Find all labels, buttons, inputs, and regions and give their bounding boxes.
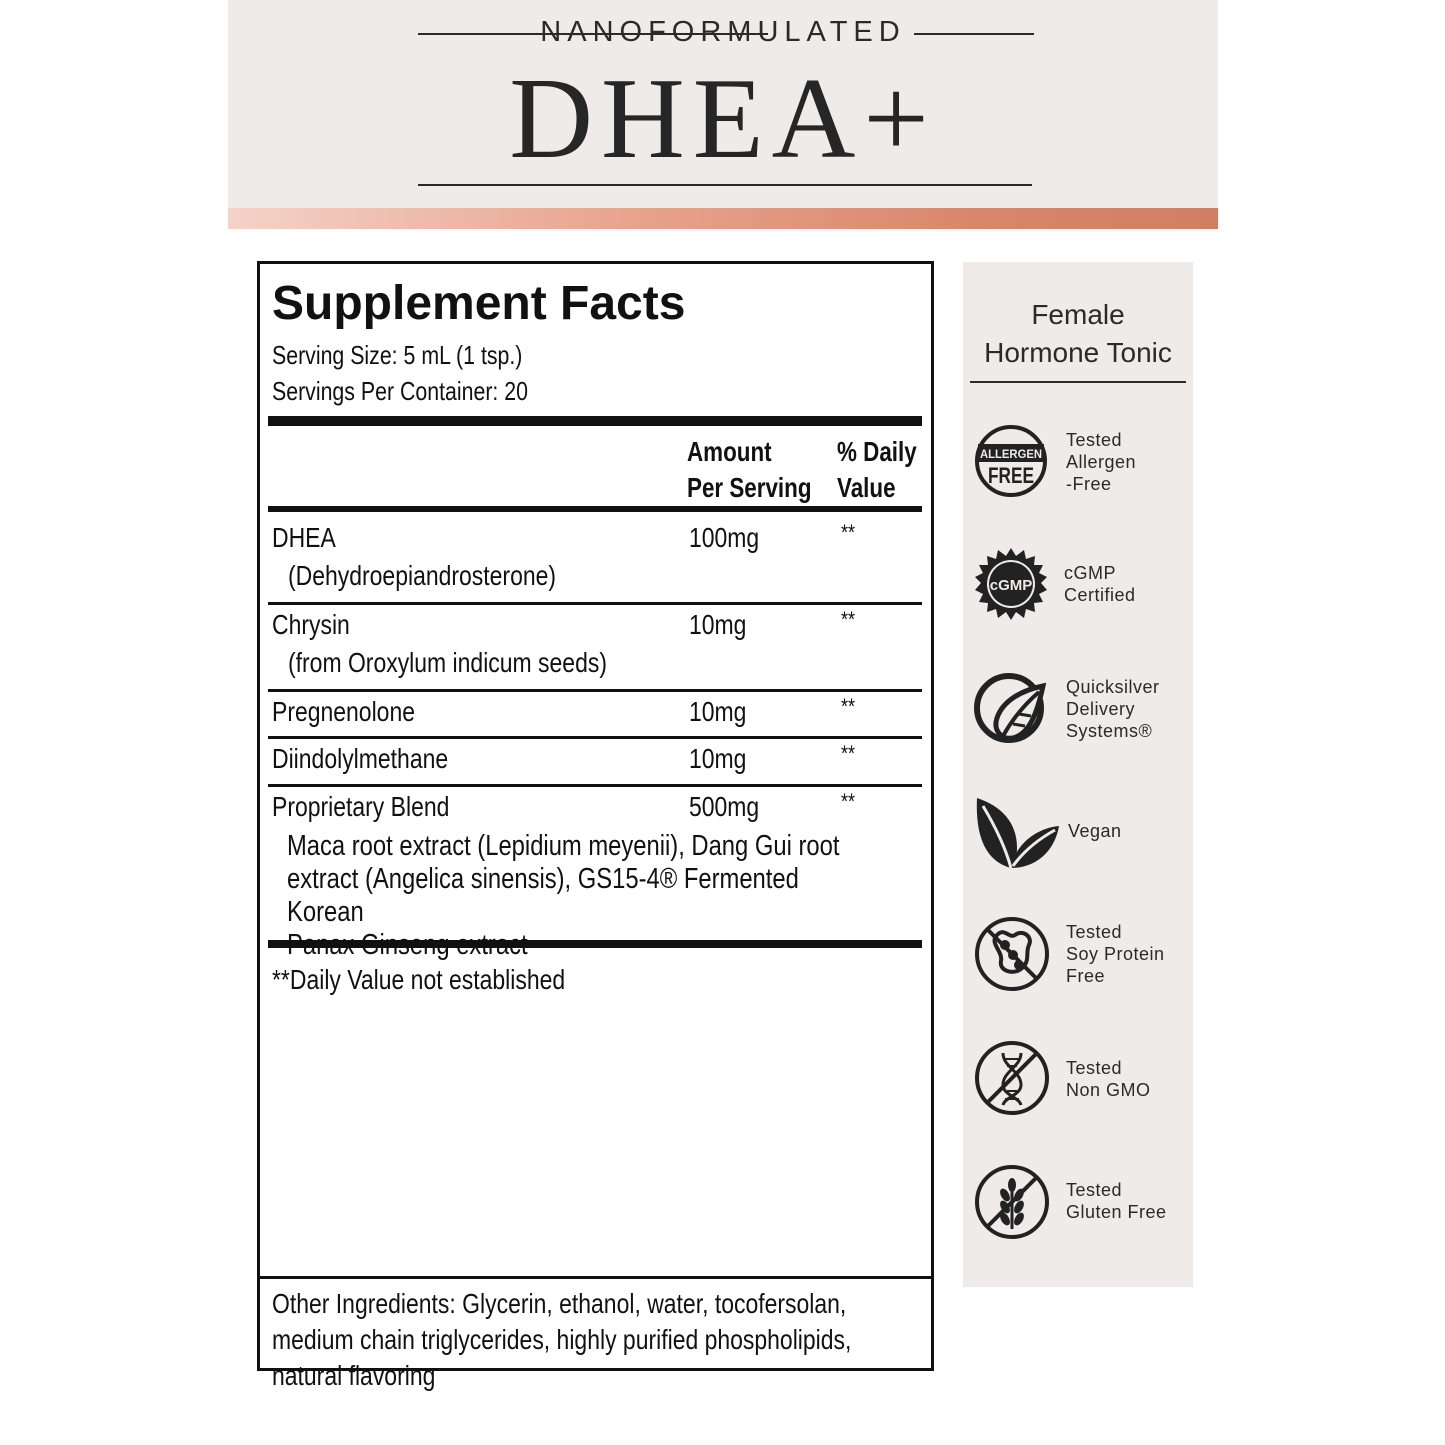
badge-label: Tested Soy Protein Free [1066,922,1165,986]
side-title [963,296,1193,372]
cgmp-seal-icon [971,546,1051,626]
badges-panel [963,262,1193,1287]
quicksilver-leaf-icon [973,670,1049,746]
vegan-leaves-icon [971,792,1061,872]
side-title-line2: Hormone Tonic [984,337,1172,368]
nutrient-daily-value: ** [841,607,856,632]
column-header-dv-line2: Value [837,472,896,503]
product-title: DHEA+ [509,55,937,183]
other-ingredients-divider [260,1276,931,1279]
row-divider [268,784,922,787]
badge-label: Quicksilver Delivery Systems® [1066,677,1160,741]
nutrient-daily-value: ** [841,520,856,545]
other-ingredients: Other Ingredients: Glycerin, ethanol, water, tocofersolan, medium chain triglycerides, highly purified phospholipids, natural flavoring [272,1288,852,1391]
nutrient-amount: 100mg [689,522,760,553]
allergen-free-icon [973,423,1049,499]
column-header-dv-line1: % Daily [837,436,917,467]
servings-per-container: Servings Per Container: 20 [272,376,528,406]
nutrient-subname: (Dehydroepiandrosterone) [288,560,557,591]
nutrient-name: DHEA [272,522,336,553]
thick-rule-header [268,506,922,512]
title-underline [418,184,1032,186]
svg-text:cGMP: cGMP [989,577,1033,594]
badge-label: Tested Allergen -Free [1066,430,1137,494]
facts-title: Supplement Facts [272,277,686,330]
blend-line: extract (Angelica sinensis), GS15-4® Fermented Korean [287,863,799,928]
no-gluten-wheat-icon [973,1163,1051,1241]
column-header-amount-line1: Amount [687,436,772,467]
nutrient-name: Chrysin [272,609,350,640]
eyebrow-text: NANOFORMULATED [540,16,906,48]
supplement-facts-panel [257,261,934,1391]
svg-text:ALLERGEN: ALLERGEN [980,447,1042,461]
thick-rule-top [268,416,922,426]
nutrient-subname: (from Oroxylum indicum seeds) [288,647,607,678]
badge-label: Vegan [1068,821,1122,841]
no-soy-icon [973,915,1051,993]
accent-gradient-bar [228,208,1218,229]
nutrient-daily-value: ** [841,789,856,814]
column-header-daily-value [837,434,917,506]
no-gmo-dna-icon [973,1039,1051,1117]
nutrient-amount: 10mg [689,609,747,640]
svg-text:FREE: FREE [988,463,1034,488]
column-header-amount-line2: Per Serving [687,472,812,503]
nutrient-name: Pregnenolone [272,696,415,727]
daily-value-footnote: **Daily Value not established [272,964,566,995]
nutrient-amount: 500mg [689,791,760,822]
blend-line: Maca root extract (Lepidium meyenii), Dang Gui root [287,830,840,862]
badge-label: Tested Gluten Free [1066,1180,1167,1222]
nutrient-daily-value: ** [841,741,856,766]
nutrient-amount: 10mg [689,696,747,727]
nutrient-name: Diindolylmethane [272,743,449,774]
badge-label: Tested Non GMO [1066,1058,1151,1100]
nutrient-amount: 10mg [689,743,747,774]
row-divider [268,736,922,739]
row-divider [268,689,922,692]
row-divider [268,602,922,605]
nutrient-daily-value: ** [841,694,856,719]
side-title-line1: Female [1031,299,1125,330]
serving-size: Serving Size: 5 mL (1 tsp.) [272,340,523,370]
product-header [228,0,1218,208]
side-title-rule [970,381,1186,383]
column-header-amount [687,434,812,506]
nutrient-name: Proprietary Blend [272,791,450,822]
thick-rule-bottom [268,940,922,948]
badge-label: cGMP Certified [1064,563,1136,605]
